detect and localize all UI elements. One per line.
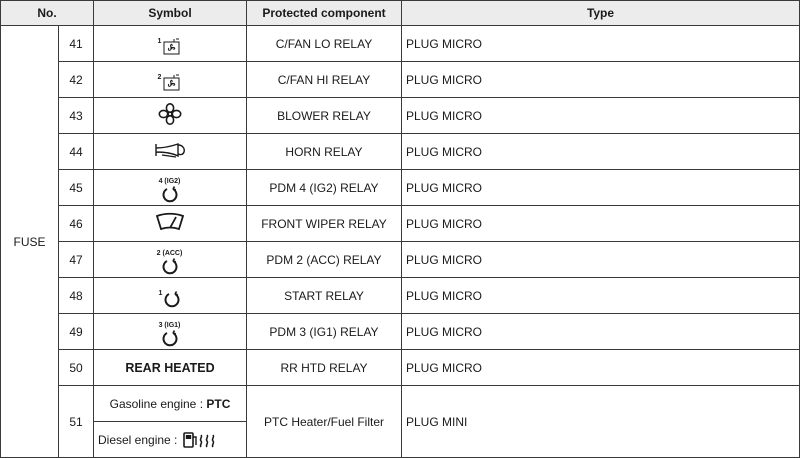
type-cell: PLUG MICRO (402, 314, 800, 350)
component-cell: START RELAY (247, 278, 402, 314)
symbol-superscript: 2 (ACC) (156, 250, 183, 257)
symbol-cell-diesel (94, 422, 247, 458)
header-type: Type (402, 1, 800, 26)
component-cell: BLOWER RELAY (247, 98, 402, 134)
symbol-cell (94, 98, 247, 134)
row-no: 48 (59, 278, 94, 314)
component-cell: RR HTD RELAY (247, 350, 402, 386)
ignition-icon (163, 290, 181, 308)
type-cell: PLUG MICRO (402, 170, 800, 206)
table-row (1, 62, 800, 98)
header-component: Protected component (247, 1, 402, 26)
header-no: No. (1, 1, 94, 26)
type-cell: PLUG MICRO (402, 350, 800, 386)
table-row (1, 26, 800, 62)
table-row (1, 242, 800, 278)
type-cell: PLUG MICRO (402, 98, 800, 134)
row-no: 42 (59, 62, 94, 98)
ignition-icon (161, 257, 179, 275)
type-cell: PLUG MICRO (402, 26, 800, 62)
symbol-superscript: 2 (157, 73, 162, 81)
type-cell: PLUG MICRO (402, 134, 800, 170)
diesel-label: Diesel engine : (98, 432, 178, 447)
component-cell: C/FAN LO RELAY (247, 26, 402, 62)
symbol-cell (94, 170, 247, 206)
row-no: 50 (59, 350, 94, 386)
table-row (1, 314, 800, 350)
row-no: 46 (59, 206, 94, 242)
ignition-icon (161, 185, 179, 203)
symbol-cell (94, 206, 247, 242)
row-no: 51 (59, 386, 94, 458)
symbol-cell (94, 62, 247, 98)
symbol-cell: REAR HEATED (94, 350, 247, 386)
symbol-cell-gasoline (94, 386, 247, 422)
symbol-cell (94, 26, 247, 62)
row-no: 45 (59, 170, 94, 206)
header-symbol: Symbol (94, 1, 247, 26)
table-row (1, 386, 800, 422)
row-no: 41 (59, 26, 94, 62)
table-row (1, 98, 800, 134)
group-label: FUSE (1, 26, 59, 458)
wiper-icon (155, 212, 185, 232)
ignition-icon (161, 329, 179, 347)
table-row (1, 170, 800, 206)
component-cell: PTC Heater/Fuel Filter (247, 386, 402, 458)
symbol-cell (94, 314, 247, 350)
table-row (1, 206, 800, 242)
row-no: 49 (59, 314, 94, 350)
component-cell: PDM 2 (ACC) RELAY (247, 242, 402, 278)
symbol-superscript: 4 (IG2) (158, 178, 181, 185)
row-no: 47 (59, 242, 94, 278)
table-header-row (1, 1, 800, 26)
symbol-cell (94, 134, 247, 170)
symbol-superscript: 1 (157, 37, 162, 45)
component-cell: PDM 4 (IG2) RELAY (247, 170, 402, 206)
blower-fan-icon (158, 103, 182, 125)
component-cell: PDM 3 (IG1) RELAY (247, 314, 402, 350)
table-row (1, 350, 800, 386)
gasoline-label: Gasoline engine : (109, 396, 207, 411)
horn-icon (154, 141, 186, 159)
type-cell: PLUG MICRO (402, 278, 800, 314)
type-cell: PLUG MICRO (402, 206, 800, 242)
symbol-superscript: 1 (158, 289, 163, 297)
symbol-cell (94, 278, 247, 314)
type-cell: PLUG MICRO (402, 242, 800, 278)
radiator-fan-icon (162, 74, 182, 92)
type-cell: PLUG MINI (402, 386, 800, 458)
component-cell: FRONT WIPER RELAY (247, 206, 402, 242)
fuel-heater-icon (183, 431, 221, 449)
radiator-fan-icon (162, 38, 182, 56)
table-row (1, 134, 800, 170)
component-cell: HORN RELAY (247, 134, 402, 170)
symbol-cell (94, 242, 247, 278)
symbol-superscript: 3 (IG1) (158, 322, 181, 329)
component-cell: C/FAN HI RELAY (247, 62, 402, 98)
gasoline-value: PTC (206, 396, 231, 411)
row-no: 44 (59, 134, 94, 170)
row-no: 43 (59, 98, 94, 134)
table-row (1, 278, 800, 314)
type-cell: PLUG MICRO (402, 62, 800, 98)
